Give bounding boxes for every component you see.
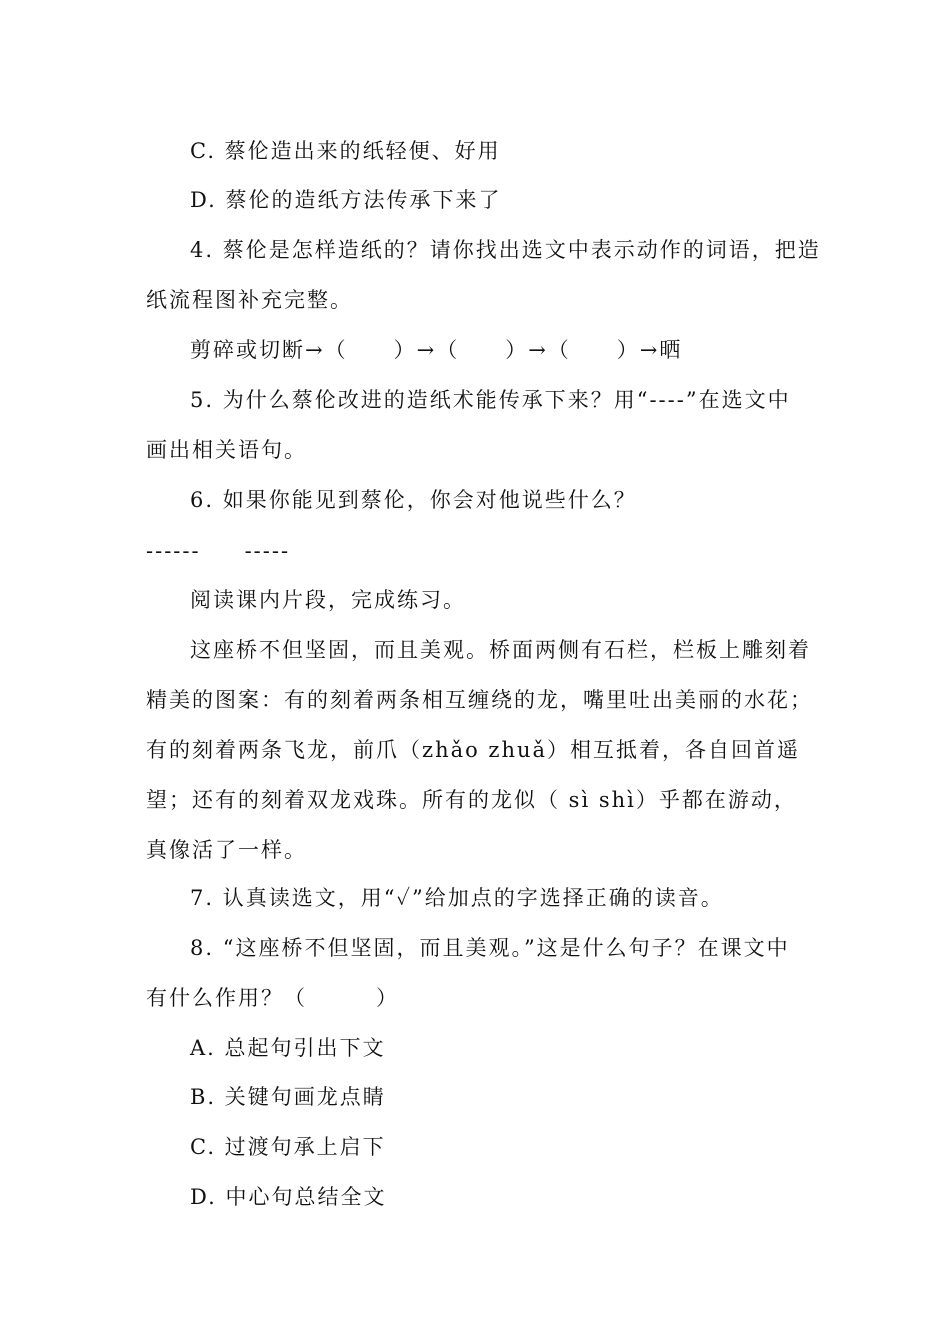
option-b-q8: B. 关键句画龙点睛 — [190, 1085, 386, 1109]
flow-chart-line: 剪碎或切断→（ ）→（ ）→（ ）→晒 — [190, 338, 683, 362]
answer-dash-1: ------ — [146, 539, 201, 563]
answer-line — [0, 536, 950, 566]
question-4-cont: 纸流程图补充完整。 — [146, 288, 353, 312]
passage-line-4: 望；还有的刻着双龙戏珠。所有的龙似（ sì shì）乎都在游动， — [146, 788, 797, 812]
passage-line-1: 这座桥不但坚固，而且美观。桥面两侧有石栏，栏板上雕刻着 — [190, 638, 811, 662]
option-c-q3: C. 蔡伦造出来的纸轻便、好用 — [190, 139, 501, 163]
passage-line-2: 精美的图案：有的刻着两条相互缠绕的龙，嘴里吐出美丽的水花； — [146, 688, 813, 712]
question-5: 5. 为什么蔡伦改进的造纸术能传承下来？用“----”在选文中 — [190, 388, 791, 412]
question-8: 8. “这座桥不但坚固，而且美观。”这是什么句子？在课文中 — [190, 936, 790, 960]
option-a-q8: A. 总起句引出下文 — [190, 1036, 386, 1060]
passage-line-3: 有的刻着两条飞龙，前爪（zhǎo zhuǎ）相互抵着，各自回首遥 — [146, 738, 801, 762]
question-7: 7. 认真读选文，用“✓”给加点的字选择正确的读音。 — [190, 886, 724, 910]
section-instruction: 阅读课内片段，完成练习。 — [190, 588, 466, 612]
passage-line-5: 真像活了一样。 — [146, 838, 307, 862]
question-8-cont: 有什么作用？（ ） — [146, 986, 399, 1010]
answer-dash-2: ----- — [244, 539, 291, 563]
option-d-q3: D. 蔡伦的造纸方法传承下来了 — [190, 188, 502, 212]
option-c-q8: C. 过渡句承上启下 — [190, 1135, 386, 1159]
question-4: 4. 蔡伦是怎样造纸的？请你找出选文中表示动作的词语，把造 — [190, 238, 821, 262]
option-d-q8: D. 中心句总结全文 — [190, 1185, 387, 1209]
question-5-cont: 画出相关语句。 — [146, 438, 307, 462]
question-6: 6. 如果你能见到蔡伦，你会对他说些什么？ — [190, 488, 637, 512]
